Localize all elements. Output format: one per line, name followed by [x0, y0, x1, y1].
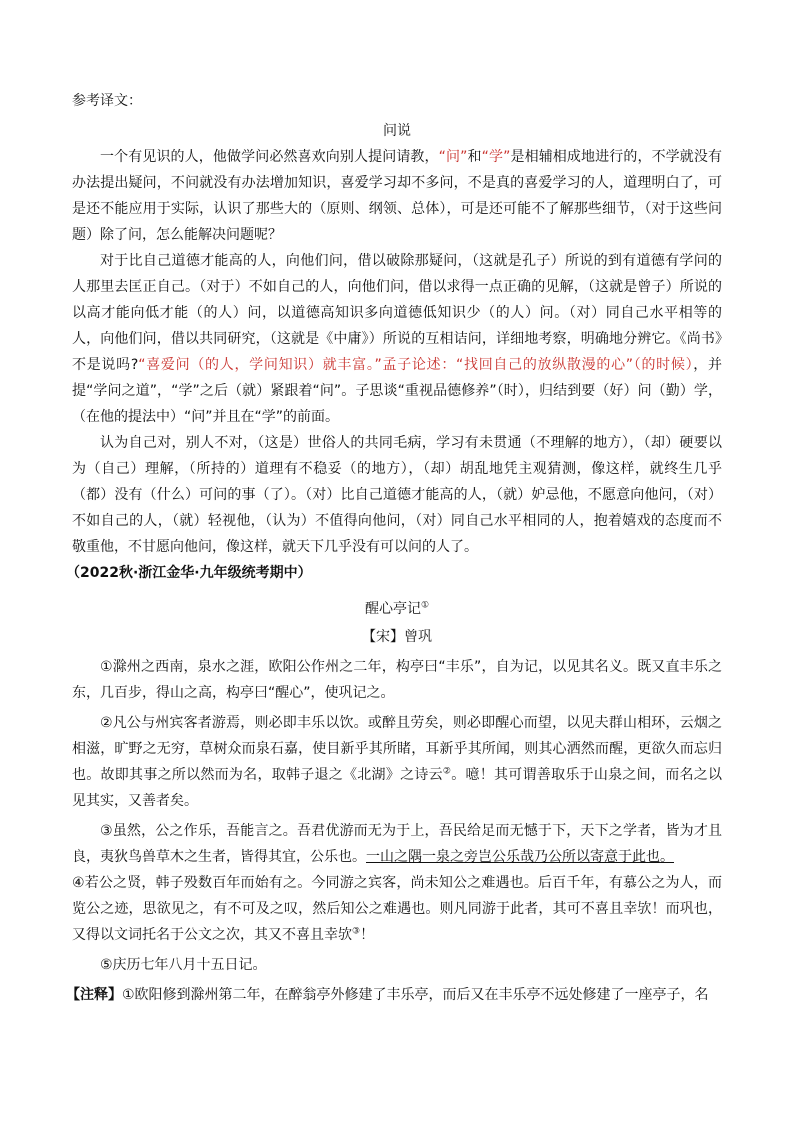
title-text: 醒心亭记 [364, 601, 421, 617]
wenshuo-paragraph-1 [72, 144, 722, 248]
wenshuo-paragraph-3: 认为自己对，别人不对，（这是）世俗人的共同毛病，学习有未贯通（不理解的地方），（却）硬要以为（自己）理解，（所持的）道理有不稳妥（的地方），（却）胡乱地凭主观猜测，像这样，就终生几乎（都）没有（什么）可问的事（了）。（对）比自己道德才能高的人，（就）妒忌他，不愿意向他问，（对）不如自己的人，（就）轻视他，（认为）不值得向他问，（对）同自己水平相同的人，抱着嬉戏的态度而不敬重他，不甘愿向他问，像这样，就天下几乎没有可以问的人了。 [72, 435, 722, 555]
text: ④若公之贤，韩子殁数百年而始有之。今同游之宾客，尚未知公之难遇也。后百千年，有慕公之为人，而览公之迹，思欲见之，有不可及之叹，然后知公之难遇也。则凡同游于此者，其可不喜且幸欤！而巩也，又得以文词托名于公文之次，其又不喜且幸欤 [72, 875, 722, 943]
xingxin-title [72, 596, 722, 622]
text: ②凡公与州宾客者游焉，则必即丰乐以饮。或醉且劳矣，则必即醒心而望，以见夫群山相环，云烟之相滋，旷野之无穷，草树众而泉石嘉，使目新乎其所睹，耳新乎其所闻，则其心洒然而醒，更欲久而忘归也。故即其事之所以然而为名，取韩子退之《北湖》之诗云 [72, 715, 722, 783]
xingxin-paragraph-3 [72, 818, 722, 870]
xingxin-paragraph-4 [72, 870, 722, 948]
highlighted-quote: “喜爱问（的人，学问知识）就丰富。”孟子论述：“找回自己的放纵散漫的心”（的时候） [138, 357, 694, 373]
text: 是相辅相成地进行的，不学就没有办法提出疑问，不问就没有办法增加知识，喜爱学习却不多问，不是真的喜爱学习的人，道理明白了，可是还不能应用于实际，认识了那些大的（原则、纲领、总体），可是还可能不了解那些细节，（对于这些问题）除了问，怎么能解决问题呢？ [72, 149, 723, 243]
wenshuo-paragraph-2 [72, 248, 722, 430]
reference-label: 参考译文： [72, 93, 142, 109]
text: 。噫！其可谓善取乐于山泉之间，而名之以见其实，又善者矣。 [72, 767, 723, 809]
footnote-marker: ② [442, 766, 452, 777]
note-label: 【注释】 [66, 987, 122, 1003]
source-note: （2022秋·浙江金华·九年级统考期中） [66, 565, 312, 581]
text: ！ [360, 927, 375, 943]
footnote-marker: ③ [352, 926, 361, 937]
document-page [66, 88, 723, 1008]
xingxin-paragraph-5: ⑤庆历七年八月十五日记。 [100, 957, 267, 973]
xingxin-author: 【宋】曾巩 [362, 629, 432, 645]
note-text: ①欧阳修到滁州第二年，在醉翁亭外修建了丰乐亭，而后又在丰乐亭不远处修建了一座亭子，名 [122, 987, 709, 1003]
underlined-sentence: 一山之隅一泉之旁岂公乐哉乃公所以寄意于此也。 [366, 849, 674, 865]
annotation-note [66, 982, 722, 1008]
xingxin-paragraph-2 [72, 710, 722, 814]
text: 对于比自己道德才能高的人，向他们问，借以破除那疑问，（这就是孔子）所说的到有道德有学问的人那里去匡正自己。（对于）不如自己的人，向他们问，借以求得一点正确的见解，（这就是曾子）所说的以高才能向低才能（的人）问，以道德高知识多向道德低知识少（的人）问。（对）同自己水平相等的人，向他们问，借以共同研究，（这就是《中庸》）所说的互相诘问，详细地考察，明确地分辨它。《尚书》不是说吗? [72, 253, 722, 373]
text: 一个有见识的人，他做学问必然喜欢向别人提问请教， [100, 149, 439, 165]
text: ③虽然，公之作乐，吾能言之。吾君优游而无为于上，吾民给足而无憾于下，天下之学者，皆为才且良，夷狄鸟兽草木之生者，皆得其宜，公乐也。 [72, 823, 722, 865]
text: 和 [467, 149, 482, 165]
wenshuo-title: 问说 [383, 123, 411, 139]
quoted-term: “学” [481, 149, 511, 165]
footnote-marker: ① [420, 600, 430, 611]
xingxin-paragraph-1: ①滁州之西南，泉水之涯，欧阳公作州之二年，构亭曰“丰乐”，自为记，以见其名义。既又直丰乐之东，几百步，得山之高，构亭曰“醒心”，使巩记之。 [72, 659, 722, 701]
text: ，并提“学问之道”，“学”之后（就）紧跟着“问”。子思谈“重视品德修养”（时），归结到要（好）问（勤）学，（在他的提法中）“问”并且在“学”的前面。 [72, 357, 723, 425]
quoted-term: “问” [438, 149, 468, 165]
